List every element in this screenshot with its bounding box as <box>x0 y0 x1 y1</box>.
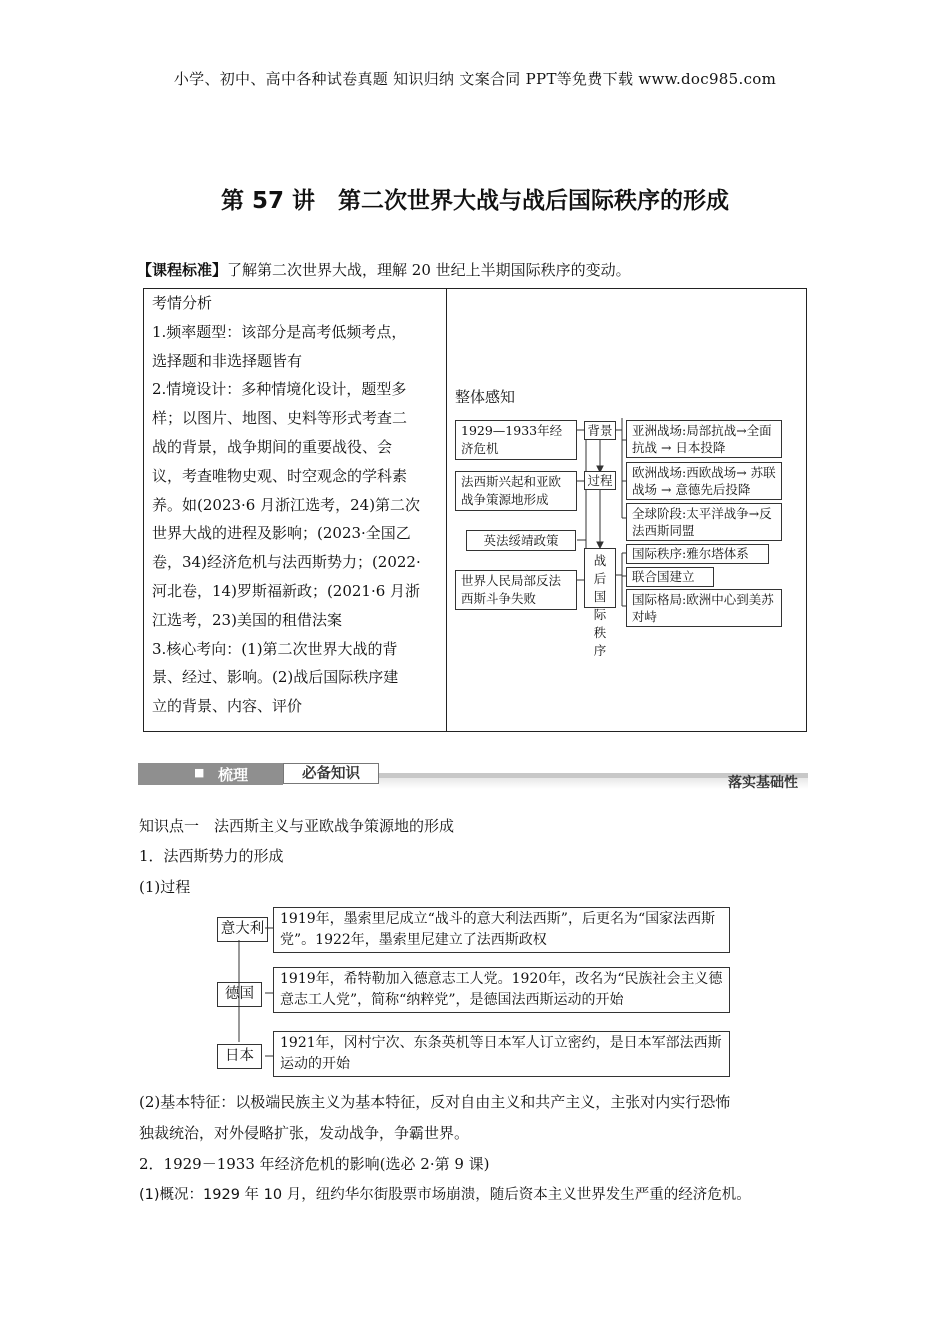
overview-left-box: 世界人民局部反法西斯斗争失败 <box>455 570 577 610</box>
overview-right-box: 国际秩序:雅尔塔体系 <box>626 544 769 564</box>
overview-right-box: 国际格局:欧洲中心到美苏对峙 <box>626 589 782 627</box>
analysis-line: 样；以图片、地图、史料等形式考查二 <box>152 409 408 428</box>
overview-mid-box: 战后国际秩序 <box>584 548 616 608</box>
section-band-right: 落实基础性 <box>728 775 798 791</box>
analysis-line: 选择题和非选择题皆有 <box>152 351 303 370</box>
item-1-subheading: (1)过程 <box>139 878 191 896</box>
overview-right-box: 联合国建立 <box>626 567 714 587</box>
analysis-line: 景、经过、影响。(2)战后国际秩序建 <box>152 668 399 687</box>
analysis-heading: 考情分析 <box>152 294 213 312</box>
overview-right-box: 欧洲战场:西欧战场→ 苏联战场 → 意德先后投降 <box>626 462 782 500</box>
overview-left-box: 1929—1933年经济危机 <box>455 420 577 460</box>
overview-right-box: 全球阶段:太平洋战争→反法西斯同盟 <box>626 503 782 541</box>
flow-text-japan: 1921年，冈村宁次、东条英机等日本军人订立密约，是日本军部法西斯运动的开始 <box>273 1031 730 1077</box>
analysis-line: 养。如(2023·6 月浙江选考，24)第二次 <box>152 495 421 514</box>
analysis-line: 1.频率题型：该部分是高考低频考点， <box>152 322 407 341</box>
analysis-line: 卷，34)经济危机与法西斯势力；(2022· <box>152 553 421 572</box>
overview-left-box: 法西斯兴起和亚欧战争策源地形成 <box>455 471 577 511</box>
overview-heading: 整体感知 <box>455 388 516 406</box>
analysis-line: 立的背景、内容、评价 <box>152 697 303 716</box>
flow-text-germany: 1919年，希特勒加入德意志工人党。1920年，改名为“民族社会主义德意志工人党”，简称“纳粹党”，是德国法西斯运动的开始 <box>273 967 730 1013</box>
overview-mid-box: 背景 <box>584 421 616 440</box>
item-2-heading: 2．1929－1933 年经济危机的影响(选必 2·第 9 课) <box>139 1155 490 1173</box>
analysis-line: 2.情境设计：多种情境化设计，题型多 <box>152 380 407 399</box>
course-standard-label: 【课程标准】 <box>137 261 228 279</box>
overview-left-box: 英法绥靖政策 <box>466 530 576 551</box>
item-2-overview: (1)概况：1929 年 10 月，纽约华尔街股票市场崩溃，随后资本主义世界发生严重的经济危机。 <box>139 1187 751 1203</box>
features-line-2: 独裁统治，对外侵略扩张，发动战争，争霸世界。 <box>139 1124 470 1142</box>
section-band-tab: 必备知识 <box>283 763 379 784</box>
page-header: 小学、初中、高中各种试卷真题 知识归纳 文案合同 PPT等免费下载 www.doc985.com <box>173 70 777 88</box>
flow-country-japan: 日本 <box>217 1044 262 1069</box>
item-1-heading: 1．法西斯势力的形成 <box>139 847 284 865</box>
course-standard-text: 了解第二次世界大战，理解 20 世纪上半期国际秩序的变动。 <box>227 261 631 279</box>
analysis-line: 战的背景，战争期间的重要战役、会 <box>152 437 393 456</box>
analysis-cell <box>152 289 442 721</box>
section-band <box>138 763 808 789</box>
section-band-left-label: 梳理 <box>218 766 249 784</box>
analysis-line: 江选考，23)美国的租借法案 <box>152 610 342 629</box>
course-standard <box>137 259 631 280</box>
overview-right-box: 亚洲战场:局部抗战→全面抗战 → 日本投降 <box>626 420 782 458</box>
analysis-line: 3.核心考向：(1)第二次世界大战的背 <box>152 639 398 658</box>
analysis-line: 世界大战的进程及影响；(2023·全国乙 <box>152 524 411 543</box>
square-icon: ■ <box>194 766 205 779</box>
page-title: 第 57 讲 第二次世界大战与战后国际秩序的形成 <box>220 188 730 214</box>
section-band-left <box>138 763 283 785</box>
analysis-line: 河北卷，14)罗斯福新政；(2021·6 月浙 <box>152 581 421 600</box>
knowledge-point-heading: 知识点一 法西斯主义与亚欧战争策源地的形成 <box>139 817 455 835</box>
features-line-1: (2)基本特征：以极端民族主义为基本特征，反对自由主义和共产主义，主张对内实行恐怖 <box>139 1093 731 1111</box>
flow-country-italy: 意大利 <box>217 917 268 942</box>
flow-text-italy: 1919年，墨索里尼成立“战斗的意大利法西斯”，后更名为“国家法西斯党”。1922年，墨索里尼建立了法西斯政权 <box>273 907 730 953</box>
flow-country-germany: 德国 <box>217 982 262 1007</box>
analysis-line: 议，考查唯物史观、时空观念的学科素 <box>152 466 408 485</box>
overview-mid-box: 过程 <box>584 471 616 490</box>
table-divider <box>446 289 447 731</box>
